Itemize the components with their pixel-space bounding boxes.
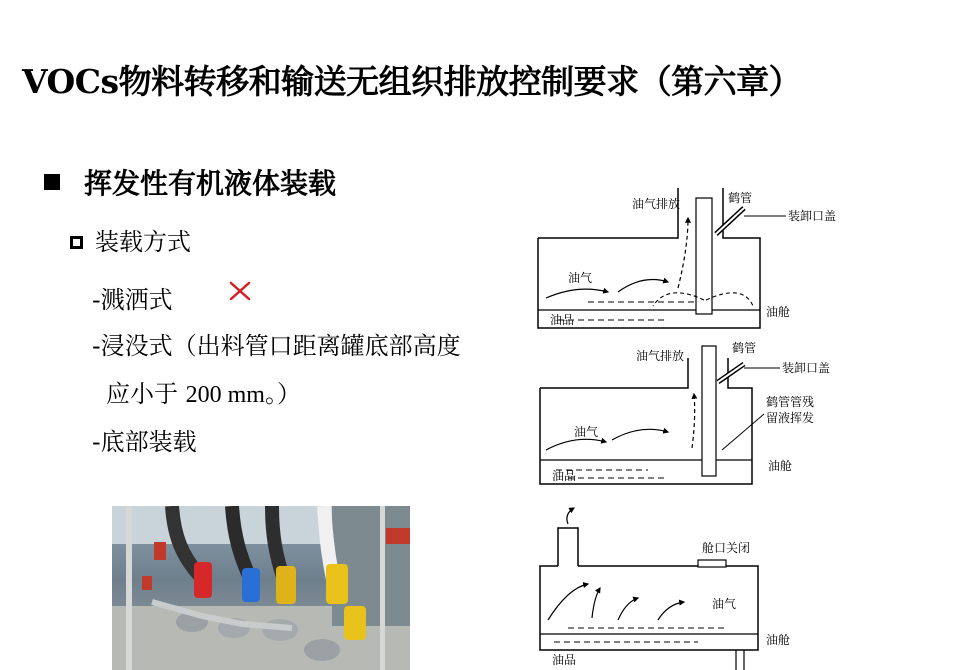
loading-arm-label: 鹤管 [728, 191, 753, 205]
list-item-submerged-loading-cont: 应小于 200 mm。） [106, 380, 301, 408]
hatch-closed-label: 舱口关闭 [702, 541, 751, 555]
section-heading-text: 挥发性有机液体装载 [84, 167, 337, 200]
list-item-splash-loading: -溅洒式 [92, 286, 173, 314]
vent-label-2: 油气排放 [636, 349, 685, 363]
bottom-loading-diagram [540, 508, 790, 670]
residue-label-2: 留液挥发 [766, 411, 815, 425]
submerged-loading-diagram [540, 341, 830, 484]
title-prefix: VOCs [22, 62, 119, 101]
hatch-cover-label-2: 装卸口盖 [782, 361, 831, 375]
cross-mark-icon [228, 279, 252, 303]
list-item-submerged-loading: -浸没式（出料管口距离罐底部高度 [92, 332, 461, 360]
slide-title [22, 56, 801, 103]
subsection-heading-text: 装载方式 [95, 228, 191, 256]
vapor-label-2: 油气 [574, 425, 599, 439]
loading-arm-label-2: 鹤管 [732, 341, 757, 355]
loading-arms-photo [112, 506, 410, 670]
hollow-square-bullet-icon [70, 236, 83, 249]
section-heading [44, 162, 336, 202]
title-text: 物料转移和输送无组织排放控制要求（第六章） [118, 62, 802, 101]
tank-label-3: 油舱 [766, 633, 791, 647]
splash-loading-diagram [538, 188, 836, 328]
loading-method-diagram [528, 188, 960, 670]
liquid-label: 油品 [550, 313, 575, 327]
tank-label: 油舱 [766, 305, 791, 319]
liquid-label-2: 油品 [552, 469, 577, 483]
vent-label: 油气排放 [632, 197, 681, 211]
liquid-label-3: 油品 [552, 653, 577, 667]
subsection-heading [70, 222, 191, 257]
tank-label-2: 油舱 [768, 459, 793, 473]
residue-label-1: 鹤管管残 [766, 395, 815, 409]
vapor-label: 油气 [568, 271, 593, 285]
filled-square-bullet-icon [44, 174, 60, 190]
list-item-bottom-loading: -底部装载 [92, 428, 197, 456]
hatch-cover-label: 装卸口盖 [788, 209, 837, 223]
vapor-label-3: 油气 [712, 597, 737, 611]
